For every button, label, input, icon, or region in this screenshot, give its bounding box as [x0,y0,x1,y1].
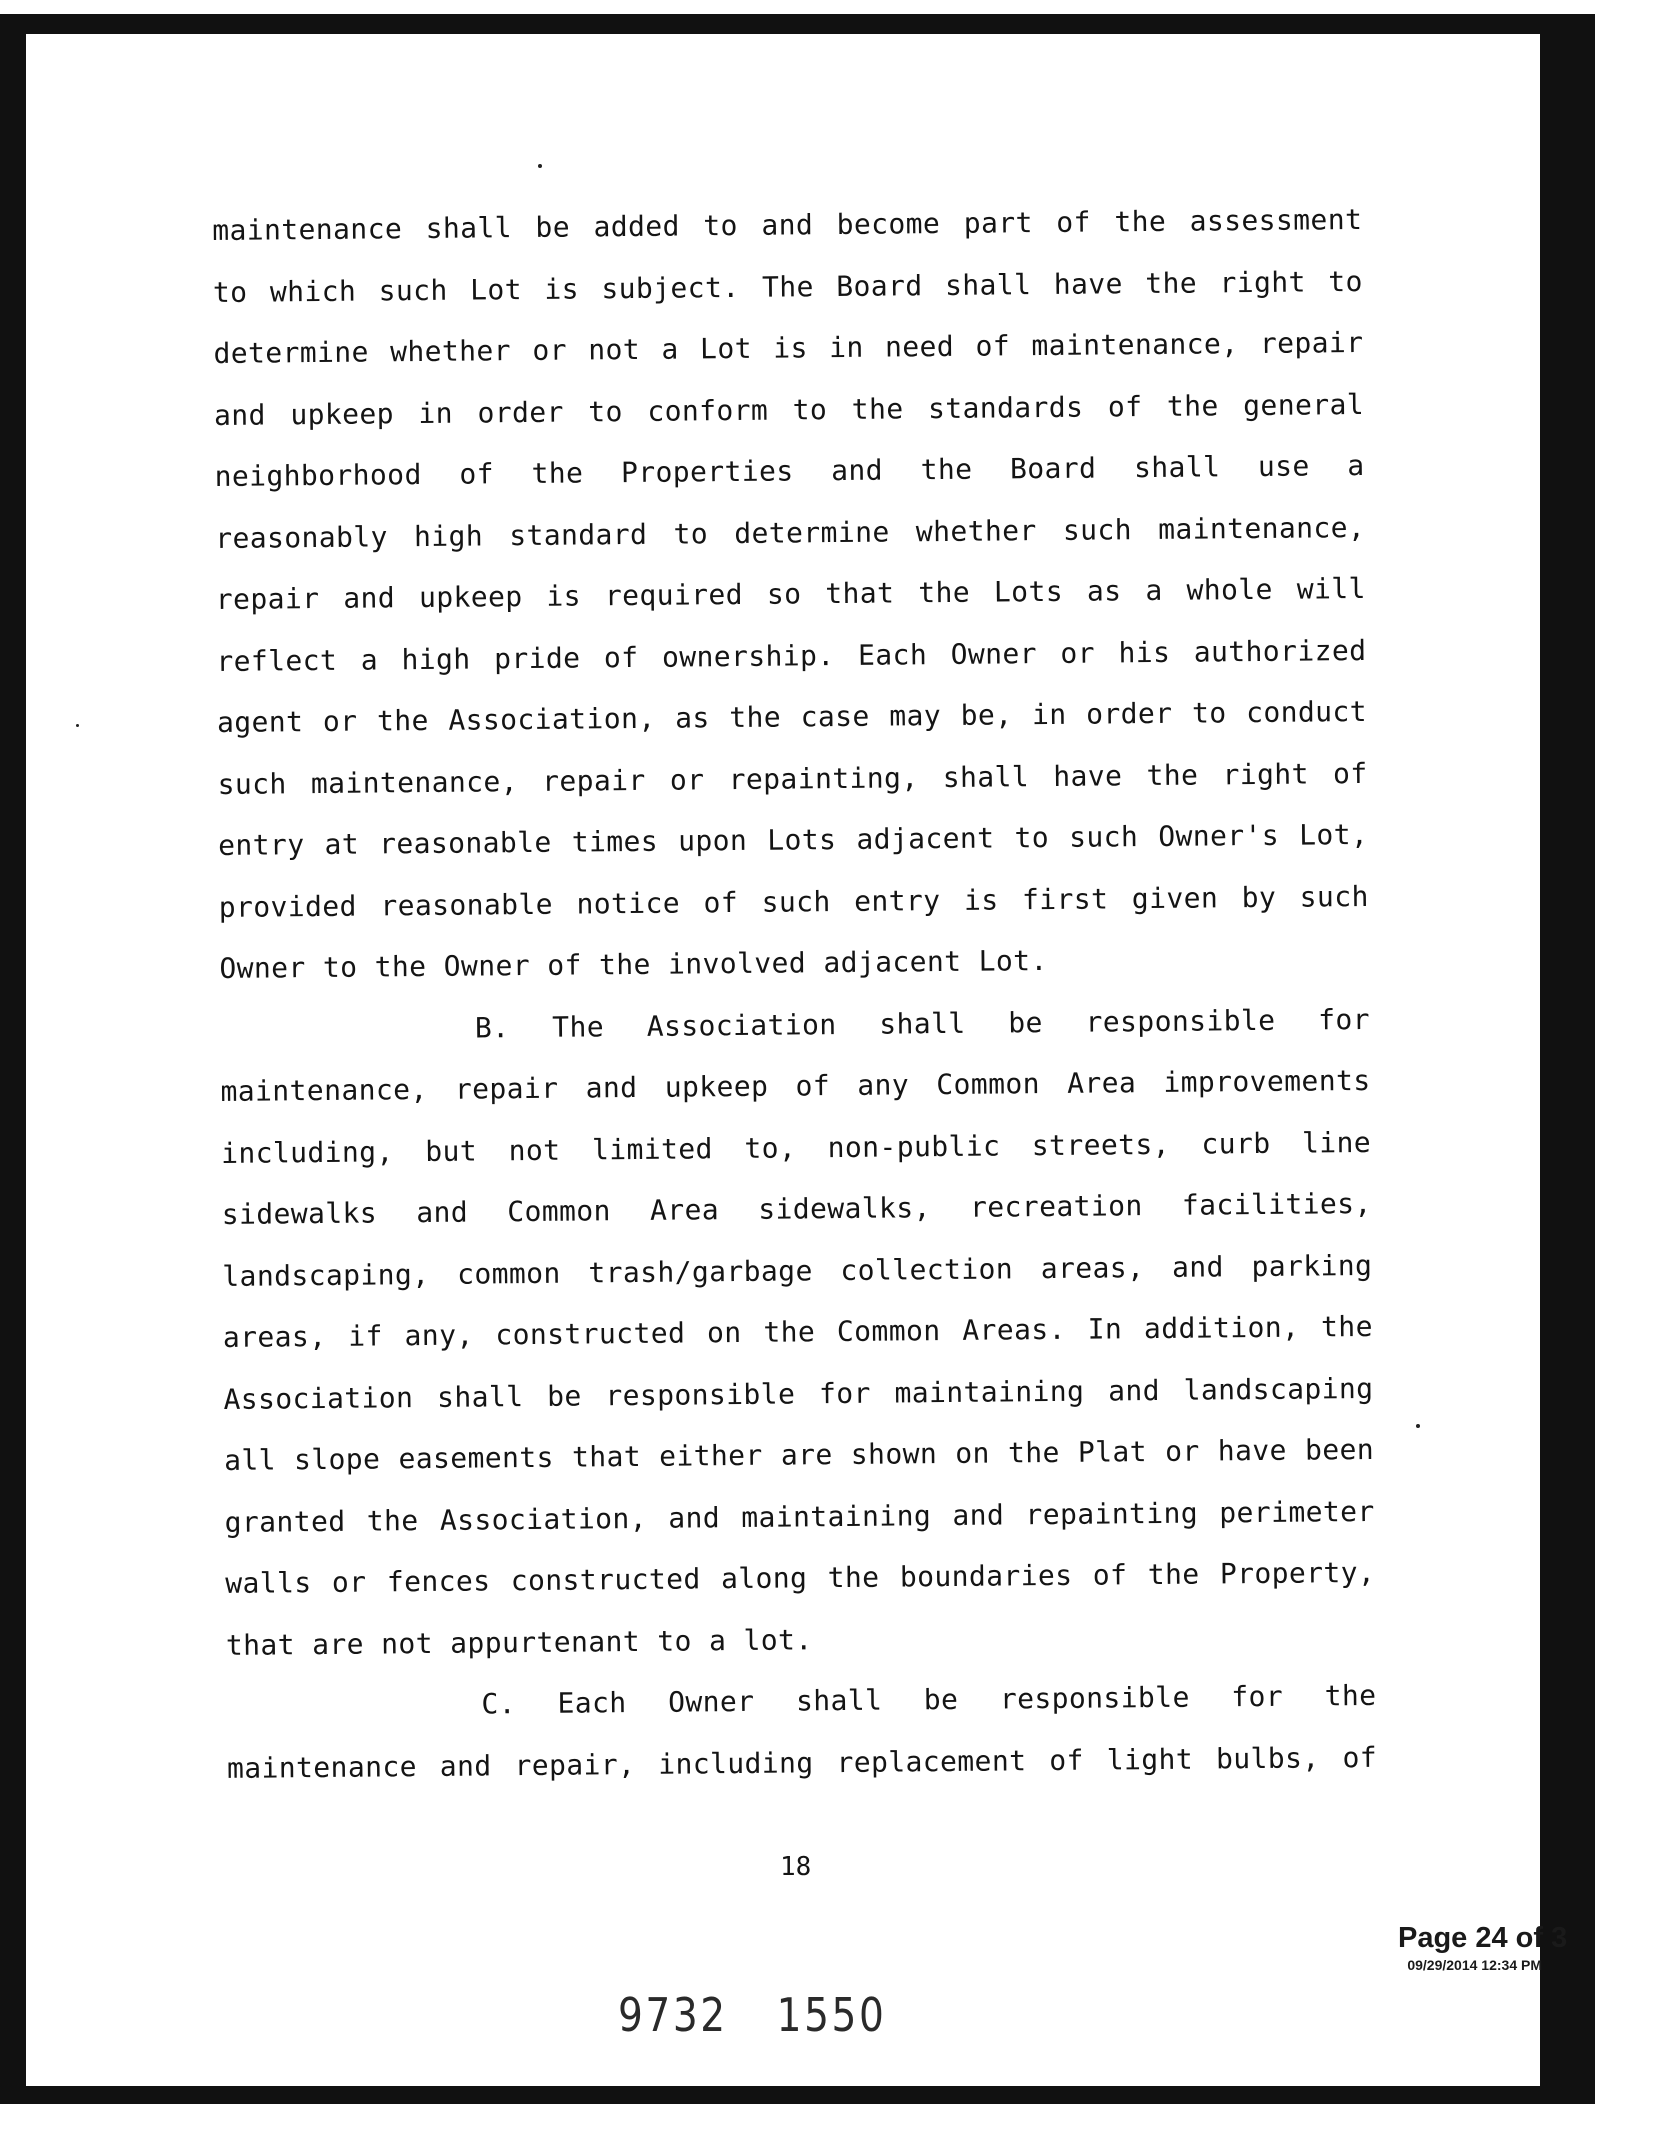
body-line: determine whether or not a Lot is in need of maintenance, repair [213,325,1364,370]
scan-border-right [1540,14,1595,2104]
body-line: including, but not limited to, non-public streets, curb line [220,1125,1372,1170]
body-line: entry at reasonable times upon Lots adjacent to such Owner's Lot, [218,817,1369,862]
page-number: 18 [780,1852,812,1882]
body-line: such maintenance, repair or repainting, shall have the right of [217,756,1368,801]
body-line: all slope easements that either are shown on the Plat or have been [223,1432,1375,1477]
body-line: maintenance and repair, including replacement of light bulbs, of [226,1740,1378,1785]
stamp-page-count: Page 24 of 3 [1398,1922,1568,1954]
body-line: that are not appurtenant to a lot. [225,1622,813,1662]
body-line: to which such Lot is subject. The Board shall have the right to [212,264,1363,309]
body-line: walls or fences constructed along the boundaries of the Property, [225,1555,1376,1600]
body-line: Owner to the Owner of the involved adjacent Lot. [219,944,1048,985]
body-line: provided reasonable notice of such entry is first given by such [218,879,1369,924]
body-line: agent or the Association, as the case may be, in order to conduct [216,694,1368,739]
recording-stamp [1398,1922,1568,1973]
body-line: reasonably high standard to determine whether such maintenance, [215,510,1366,555]
body-line: and upkeep in order to conform to the standards of the general [213,387,1365,432]
body-line: sidewalks and Common Area sidewalks, recreation facilities, [221,1186,1372,1231]
body-line: maintenance, repair and upkeep of any Common Area improvements [220,1063,1371,1108]
paragraph-c-heading-line: C. Each Owner shall be responsible for the [481,1678,1377,1721]
scan-border-bottom [0,2086,1595,2104]
stamp-datetime: 09/29/2014 12:34 PM [1407,1957,1542,1973]
body-line: areas, if any, constructed on the Common Areas. In addition, the [222,1309,1374,1354]
body-line: landscaping, common trash/garbage collection areas, and parking [222,1248,1373,1293]
body-line: granted the Association, and maintaining and repainting perimeter [224,1494,1375,1539]
body-line: repair and upkeep is required so that the Lots as a whole will [215,571,1366,616]
scan-speck [76,724,79,727]
document-body [212,189,1377,1799]
body-line: neighborhood of the Properties and the Board shall use a [214,448,1365,493]
book-page-reference: 9732 1550 [618,1988,887,2042]
scan-border-top [0,14,1595,34]
body-line: maintenance shall be added to and become part of the assessment [212,202,1363,247]
body-line: Association shall be responsible for maintaining and landscaping [223,1371,1374,1416]
body-line: reflect a high pride of ownership. Each Owner or his authorized [216,633,1367,678]
paragraph-b-heading-line: B. The Association shall be responsible for [474,1002,1371,1045]
scan-border-left [0,14,26,2104]
scan-speck [538,164,542,168]
scan-speck [1416,1424,1420,1428]
